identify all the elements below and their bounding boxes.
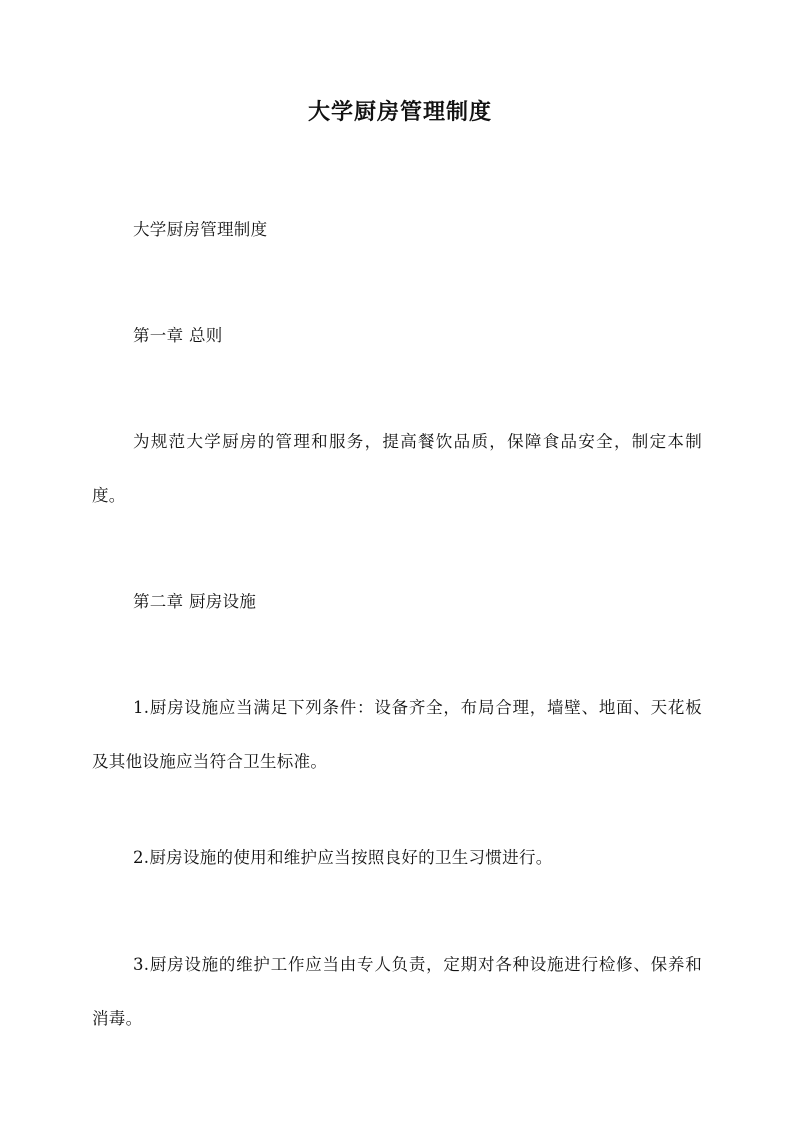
chapter-2-heading: 第二章 厨房设施 (133, 592, 257, 611)
document-subtitle: 大学厨房管理制度 (133, 220, 268, 239)
facility-item-2: 2.厨房设施的使用和维护应当按照良好的卫生习惯进行。 (133, 848, 553, 867)
facility-item-1: 1.厨房设施应当满足下列条件：设备齐全，布局合理，墙壁、地面、天花板及其他设施应当符合卫生标准。 (92, 698, 702, 771)
facility-item-3: 3.厨房设施的维护工作应当由专人负责，定期对各种设施进行检修、保养和消毒。 (92, 955, 702, 1028)
intro-paragraph: 为规范大学厨房的管理和服务，提高餐饮品质，保障食品安全，制定本制度。 (92, 432, 702, 505)
chapter-1-heading: 第一章 总则 (133, 326, 223, 345)
document-title: 大学厨房管理制度 (307, 99, 492, 125)
